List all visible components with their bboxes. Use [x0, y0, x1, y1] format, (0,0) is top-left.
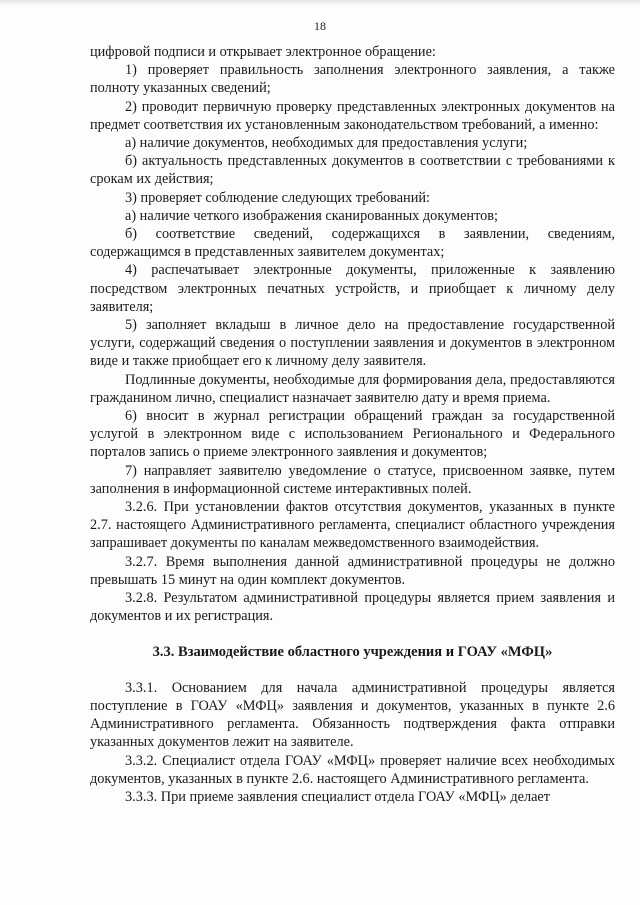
- paragraph: 3.3.3. При приеме заявления специалист отдела ГОАУ «МФЦ» делает: [125, 788, 551, 805]
- page-number: 18: [314, 19, 326, 33]
- paragraph: 1) проверяет правильность заполнения электронного заявления, а также полноту указанных сведений;: [90, 62, 615, 97]
- paragraph: 3.3.2. Специалист отдела ГОАУ «МФЦ» проверяет наличие всех необходимых документов, указанных в пункте 2.6. настоящего Административного регламента.: [90, 752, 615, 787]
- paragraphs-after-heading: [90, 679, 615, 806]
- paragraphs-before-heading: [90, 43, 615, 626]
- section-heading: 3.3. Взаимодействие областного учреждения и ГОАУ «МФЦ»: [152, 643, 553, 660]
- paragraph: цифровой подписи и открывает электронное обращение:: [90, 44, 436, 60]
- paragraph: б) актуальность представленных документов в соответствии с требованиями к срокам их действия;: [90, 153, 615, 188]
- scan-edge-shadow: [0, 0, 640, 6]
- paragraph: 6) вносит в журнал регистрации обращений граждан за государственной услугой в электронном виде с использованием Регионального и Федерального порталов запись о приеме электронного заявления и документов;: [90, 408, 615, 461]
- paragraph: а) наличие документов, необходимых для предоставления услуги;: [125, 135, 528, 152]
- paragraph: а) наличие четкого изображения сканированных документов;: [125, 207, 499, 224]
- paragraph: 2) проводит первичную проверку представленных электронных документов на предмет соответствия их установленным законодательством требований, а именно:: [90, 98, 615, 133]
- paragraph: Подлинные документы, необходимые для формирования дела, предоставляются гражданином лично, специалист назначает заявителю дату и время приема.: [90, 371, 615, 406]
- paragraph: 4) распечатывает электронные документы, приложенные к заявлению посредством электронных печатных устройств, и приобщает к личному делу заявителя;: [90, 262, 615, 315]
- paragraph: 3.2.7. Время выполнения данной административной процедуры не должно превышать 15 минут на один комплект документов.: [90, 553, 615, 588]
- document-body: [90, 43, 615, 806]
- paragraph: 3) проверяет соблюдение следующих требований:: [125, 189, 430, 206]
- paragraph: 5) заполняет вкладыш в личное дело на предоставление государственной услуги, содержащий сведения о поступлении заявления и документов в электронном виде и также приобщает его к личному делу заявителя.: [90, 317, 615, 370]
- paragraph: 3.2.6. При установлении фактов отсутствия документов, указанных в пункте 2.7. настоящего Административного регламента, специалист областного учреждения запрашивает документы по каналам межведомственного взаимодействия.: [90, 499, 615, 552]
- paragraph: б) соответствие сведений, содержащихся в заявлении, сведениям, содержащимся в представленных заявителем документах;: [90, 226, 615, 261]
- paragraph: 3.3.1. Основанием для начала административной процедуры является поступление в ГОАУ «МФЦ» заявления и документов, указанных в пункте 2.6 Административного регламента. Обязанность подтверждения факта отправки указанных документов лежит на заявителе.: [90, 679, 615, 751]
- paragraph: 7) направляет заявителю уведомление о статусе, присвоенном заявке, путем заполнения в информационной системе интерактивных полей.: [90, 462, 615, 497]
- paragraph: 3.2.8. Результатом административной процедуры является прием заявления и документов и их регистрация.: [90, 590, 615, 625]
